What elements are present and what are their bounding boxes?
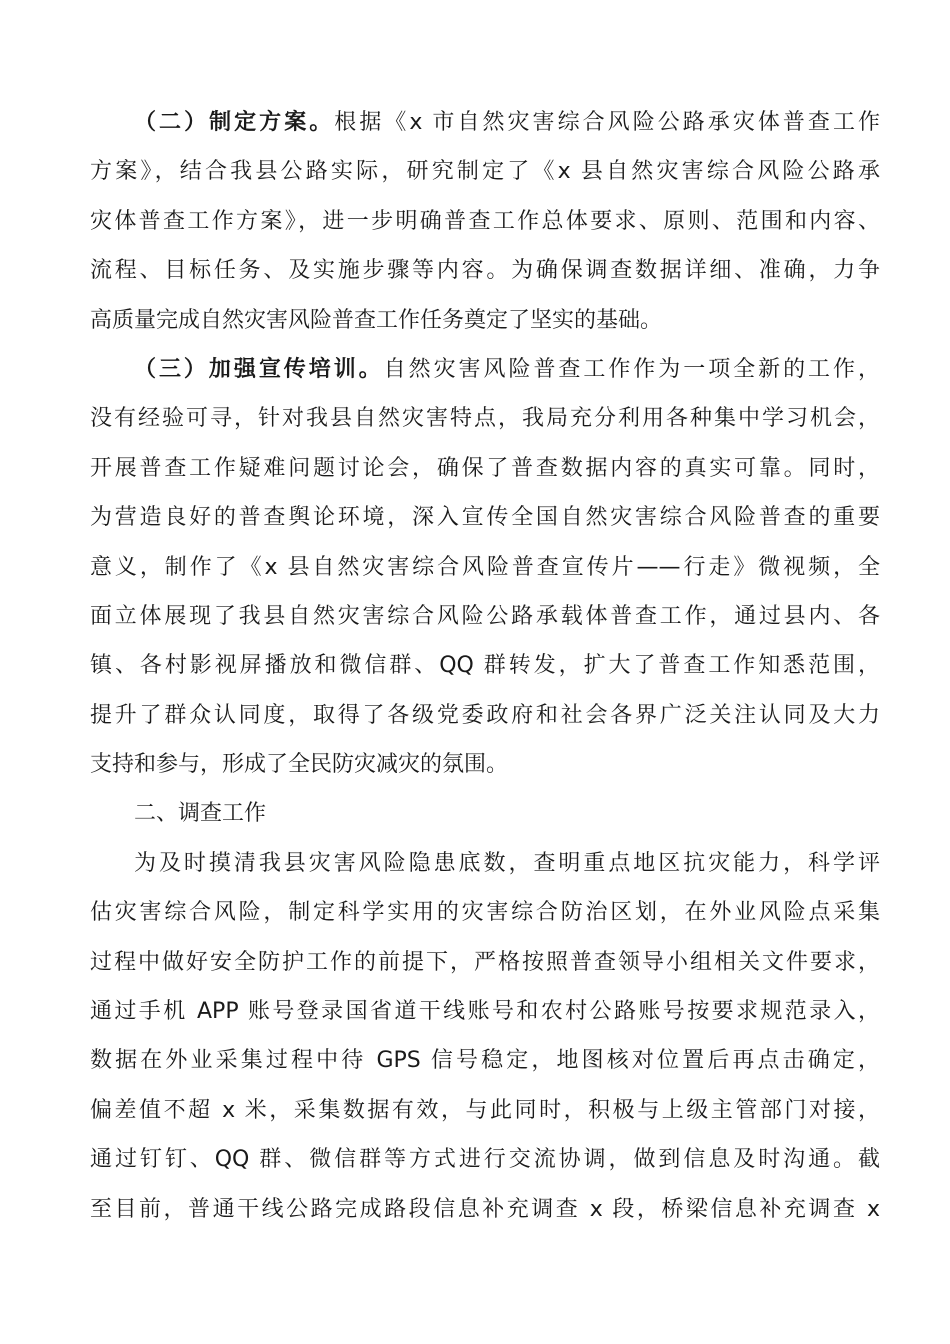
text-line: 提升了群众认同度，取得了各级党委政府和社会各界广泛关注认同及大力 xyxy=(90,702,880,728)
text-line: 灾体普查工作方案》，进一步明确普查工作总体要求、原则、范围和内容、 xyxy=(90,208,880,234)
section-survey-work xyxy=(90,789,880,838)
text-line: 支持和参与，形成了全民防灾减灾的氛围。 xyxy=(90,752,509,778)
text-line: 开展普查工作疑难问题讨论会，确保了普查数据内容的真实可靠。同时， xyxy=(90,455,880,481)
text-line: 镇、各村影视屏播放和微信群、QQ 群转发，扩大了普查工作知悉范围， xyxy=(90,653,880,679)
text-line: 估灾害综合风险，制定科学实用的灾害综合防治区划，在外业风险点采集 xyxy=(90,900,880,926)
text-line: 面立体展现了我县自然灾害综合风险公路承载体普查工作，通过县内、各 xyxy=(90,603,880,629)
paragraph-plan xyxy=(90,98,880,345)
text-line: 数据在外业采集过程中待 GPS 信号稳定，地图核对位置后再点击确定， xyxy=(90,1048,880,1074)
text-line: 流程、目标任务、及实施步骤等内容。为确保调查数据详细、准确，力争 xyxy=(90,258,880,284)
paragraph-publicity-training xyxy=(90,345,880,790)
paragraph-survey-body xyxy=(90,839,880,1234)
text-line: 过程中做好安全防护工作的前提下，严格按照普查领导小组相关文件要求， xyxy=(90,949,880,975)
section-title: 二、调查工作 xyxy=(134,801,267,827)
section-heading: （二）制定方案。 xyxy=(134,110,335,135)
text-line: 高质量完成自然灾害风险普查工作任务奠定了坚实的基础。 xyxy=(90,307,663,333)
text-line: （二）制定方案。根据《x 市自然灾害综合风险公路承灾体普查工作 xyxy=(134,110,880,135)
text-line: 没有经验可寻，针对我县自然灾害特点，我局充分利用各种集中学习机会， xyxy=(90,406,880,432)
text-line: 通过手机 APP 账号登录国省道干线账号和农村公路账号按要求规范录入， xyxy=(90,999,880,1025)
text-line: 通过钉钉、QQ 群、微信群等方式进行交流协调，做到信息及时沟通。截 xyxy=(90,1147,880,1173)
text-line: 为营造良好的普查舆论环境，深入宣传全国自然灾害综合风险普查的重要 xyxy=(90,505,880,531)
text-line: （三）加强宣传培训。自然灾害风险普查工作作为一项全新的工作， xyxy=(134,356,880,382)
text-line: 为及时摸清我县灾害风险隐患底数，查明重点地区抗灾能力，科学评 xyxy=(134,850,880,876)
text-line: 方案》，结合我县公路实际，研究制定了《x 县自然灾害综合风险公路承 xyxy=(90,159,880,185)
text-line: 偏差值不超 x 米，采集数据有效，与此同时，积极与上级主管部门对接， xyxy=(90,1097,880,1123)
text-line: 意义，制作了《x 县自然灾害综合风险普查宣传片——行走》微视频，全 xyxy=(90,554,880,580)
section-heading: （三）加强宣传培训。 xyxy=(134,356,384,382)
text-line: 至目前，普通干线公路完成路段信息补充调查 x 段，桥梁信息补充调查 x xyxy=(90,1196,880,1222)
document-body xyxy=(90,98,880,1234)
